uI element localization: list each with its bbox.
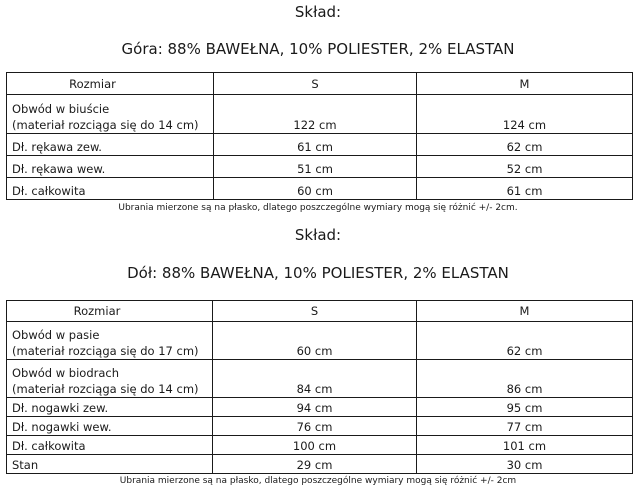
- header-rozmiar: Rozmiar: [7, 301, 213, 322]
- table-row: [7, 134, 633, 156]
- top-measurement-note: Ubrania mierzone są na płasko, dlatego poszczególne wymiary mogą się różnić +/- 2cm.: [118, 203, 518, 213]
- top-sklad-heading: Skład:: [294, 3, 342, 21]
- row-label: Dł. nogawki wew.: [7, 417, 213, 436]
- table-row: [7, 95, 633, 134]
- header-size-s: S: [213, 301, 417, 322]
- table-row: [7, 360, 633, 398]
- table-row: [7, 455, 633, 474]
- table-header-row: [7, 73, 633, 95]
- cell-size-s: 84 cm: [213, 360, 417, 398]
- top-size-table: [6, 72, 633, 200]
- bottom-measurement-note: Ubrania mierzone są na płasko, dlatego poszczególne wymiary mogą się różnić +/- 2cm: [119, 476, 517, 486]
- bottom-composition-heading: Dół: 88% BAWEŁNA, 10% POLIESTER, 2% ELASTAN: [127, 264, 509, 282]
- cell-size-s: 61 cm: [214, 134, 417, 156]
- row-label: Dł. całkowita: [7, 436, 213, 455]
- row-label: Dł. nogawki zew.: [7, 398, 213, 417]
- table-row: [7, 417, 633, 436]
- cell-size-s: 51 cm: [214, 156, 417, 178]
- cell-size-s: 29 cm: [213, 455, 417, 474]
- cell-size-m: 52 cm: [417, 156, 633, 178]
- cell-size-m: 124 cm: [417, 95, 633, 134]
- cell-size-m: 62 cm: [417, 134, 633, 156]
- table-row: [7, 436, 633, 455]
- cell-size-m: 30 cm: [417, 455, 633, 474]
- cell-size-m: 95 cm: [417, 398, 633, 417]
- row-label: [7, 360, 213, 398]
- cell-size-s: 122 cm: [214, 95, 417, 134]
- row-label-line: Obwód w pasie: [12, 328, 100, 342]
- row-label-line: (materiał rozciąga się do 14 cm): [12, 382, 199, 396]
- row-label: [7, 322, 213, 360]
- bottom-sklad-heading: Skład:: [294, 226, 342, 244]
- top-composition-heading: Góra: 88% BAWEŁNA, 10% POLIESTER, 2% ELASTAN: [121, 40, 515, 58]
- cell-size-s: 94 cm: [213, 398, 417, 417]
- bottom-size-table: [6, 300, 633, 474]
- cell-size-m: 86 cm: [417, 360, 633, 398]
- header-size-m: M: [417, 73, 633, 95]
- cell-size-m: 61 cm: [417, 178, 633, 200]
- table-row: [7, 322, 633, 360]
- cell-size-s: 60 cm: [214, 178, 417, 200]
- cell-size-m: 101 cm: [417, 436, 633, 455]
- cell-size-m: 62 cm: [417, 322, 633, 360]
- header-size-m: M: [417, 301, 633, 322]
- cell-size-s: 100 cm: [213, 436, 417, 455]
- table-header-row: [7, 301, 633, 322]
- header-rozmiar: Rozmiar: [7, 73, 214, 95]
- table-row: [7, 178, 633, 200]
- row-label: Dł. rękawa zew.: [7, 134, 214, 156]
- cell-size-s: 60 cm: [213, 322, 417, 360]
- row-label-line: Obwód w biodrach: [12, 366, 120, 380]
- row-label: Dł. rękawa wew.: [7, 156, 214, 178]
- row-label: [7, 95, 214, 134]
- row-label-line: (materiał rozciąga się do 17 cm): [12, 344, 199, 358]
- cell-size-m: 77 cm: [417, 417, 633, 436]
- row-label: Dł. całkowita: [7, 178, 214, 200]
- row-label: Stan: [7, 455, 213, 474]
- row-label-line: (materiał rozciąga się do 14 cm): [12, 118, 199, 132]
- table-row: [7, 398, 633, 417]
- cell-size-s: 76 cm: [213, 417, 417, 436]
- header-size-s: S: [214, 73, 417, 95]
- table-row: [7, 156, 633, 178]
- row-label-line: Obwód w biuście: [12, 102, 110, 116]
